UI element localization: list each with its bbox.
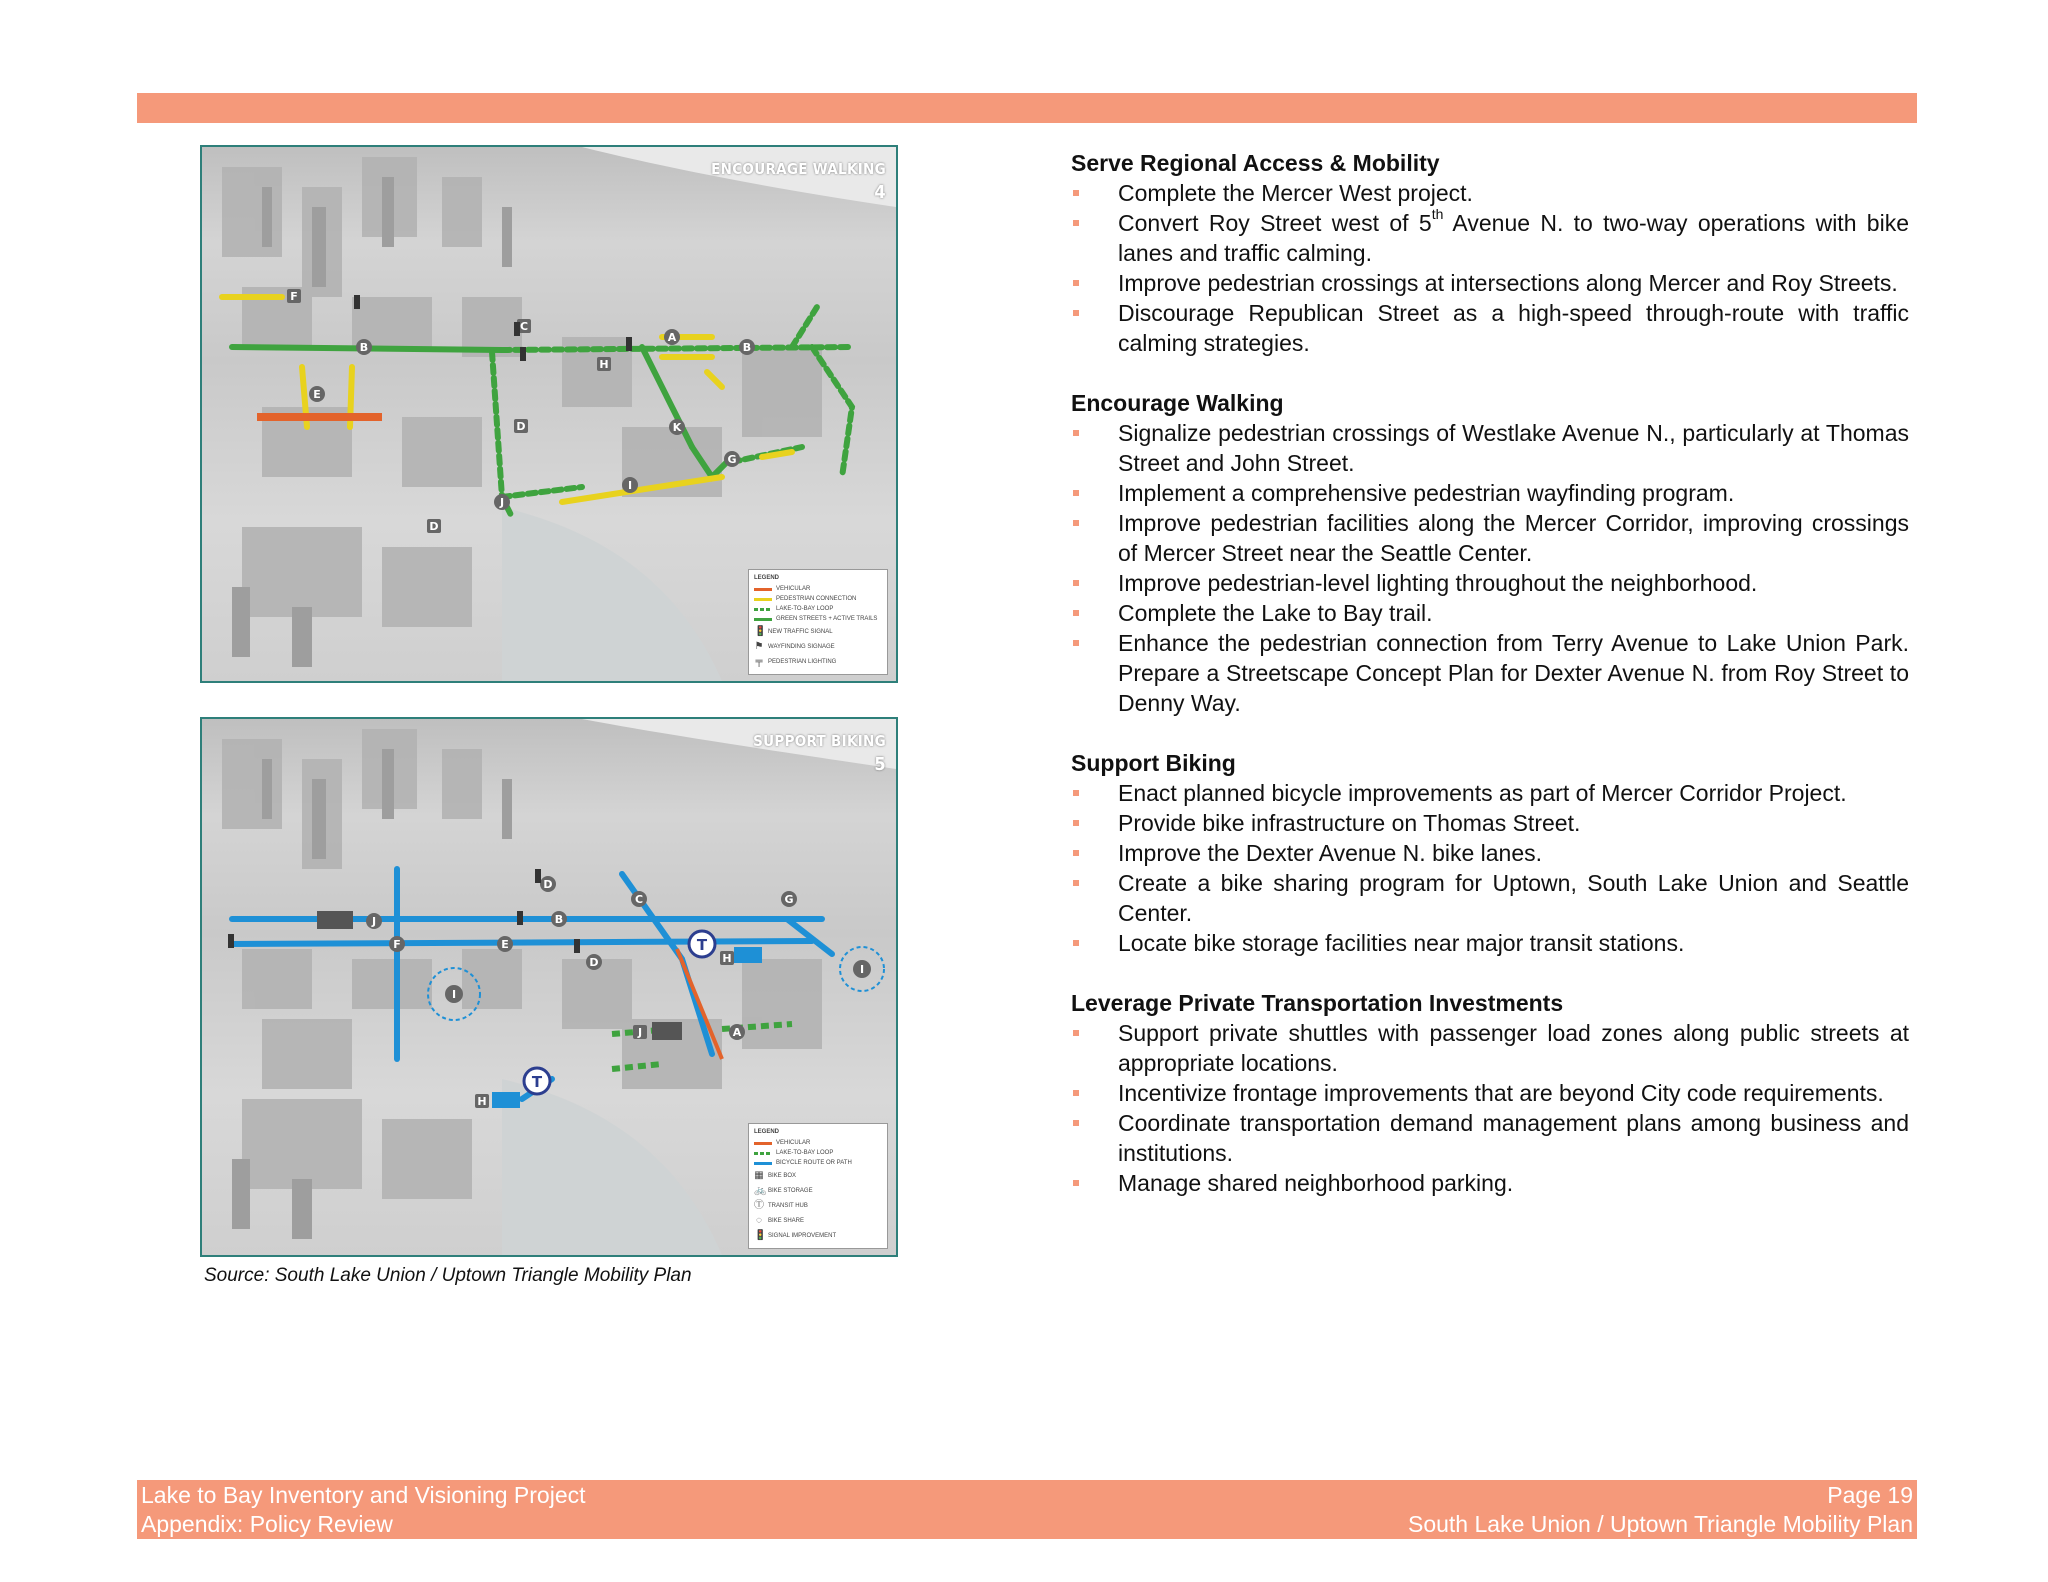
footer-project-title: Lake to Bay Inventory and Visioning Project bbox=[141, 1482, 586, 1508]
list-item: Coordinate transportation demand management plans among business and institutions. bbox=[1071, 1108, 1909, 1168]
bullet-icon bbox=[1073, 1090, 1079, 1096]
svg-text:I: I bbox=[627, 479, 633, 492]
traffic-signal-icon: 🚦 bbox=[754, 1230, 767, 1241]
svg-text:I: I bbox=[451, 988, 457, 1001]
bullet-icon bbox=[1073, 190, 1079, 196]
svg-text:J: J bbox=[637, 1026, 643, 1039]
svg-text:T: T bbox=[531, 1073, 543, 1091]
list-item: Manage shared neighborhood parking. bbox=[1071, 1168, 1909, 1198]
svg-text:B: B bbox=[554, 913, 564, 926]
bullet-icon bbox=[1073, 1180, 1079, 1186]
section-support-biking bbox=[1071, 748, 1909, 958]
page-footer bbox=[137, 1480, 1917, 1539]
bullet-icon bbox=[1073, 1030, 1079, 1036]
list-item: Create a bike sharing program for Uptown, South Lake Union and Seattle Center. bbox=[1071, 868, 1909, 928]
list-item: Provide bike infrastructure on Thomas Street. bbox=[1071, 808, 1909, 838]
list-item: Support private shuttles with passenger load zones along public streets at appropriate locations. bbox=[1071, 1018, 1909, 1078]
section-encourage-walking bbox=[1071, 388, 1909, 718]
svg-text:C: C bbox=[634, 893, 644, 906]
encourage-walking-map bbox=[200, 145, 898, 683]
svg-text:D: D bbox=[429, 520, 439, 533]
bullet-icon bbox=[1073, 1120, 1079, 1126]
bullet-icon bbox=[1073, 430, 1079, 436]
list-item: Improve pedestrian crossings at intersections along Mercer and Roy Streets. bbox=[1071, 268, 1909, 298]
list-item: Implement a comprehensive pedestrian wayfinding program. bbox=[1071, 478, 1909, 508]
svg-text:G: G bbox=[727, 453, 737, 466]
svg-text:I: I bbox=[859, 963, 865, 976]
walking-map-legend: LEGEND VEHICULAR PEDESTRIAN CONNECTION LAKE-TO-BAY LOOP GREEN STREETS + ACTIVE TRAILS 🚦 NEW TRAFFIC SIGNAL ⚑ WAYFINDING SIGNAGE ╤ PEDESTRIAN LIGHTING bbox=[748, 569, 888, 675]
transit-hub-icon: Ⓣ bbox=[754, 1200, 764, 1211]
biking-map-legend: LEGEND VEHICULAR LAKE-TO-BAY LOOP BICYCLE ROUTE OR PATH ▦ BIKE BOX 🚲 BIKE STORAGE Ⓣ TRANSIT HUB ◌ BIKE SHARE 🚦 SIGNAL IMPROVEMENT bbox=[748, 1123, 888, 1249]
svg-text:F: F bbox=[393, 938, 401, 951]
list-item: Convert Roy Street west of 5th Avenue N. to two-way operations with bike lanes and traffic calming. bbox=[1071, 208, 1909, 268]
section-private-investments bbox=[1071, 988, 1909, 1198]
list-item: Enact planned bicycle improvements as part of Mercer Corridor Project. bbox=[1071, 778, 1909, 808]
footer-plan-title: South Lake Union / Uptown Triangle Mobility Plan bbox=[1407, 1511, 1913, 1537]
list-item: Enhance the pedestrian connection from Terry Avenue to Lake Union Park. Prepare a Streetscape Concept Plan for Dexter Avenue N. from Roy Street to Denny Way. bbox=[1071, 628, 1909, 718]
section-heading: Serve Regional Access & Mobility bbox=[1071, 150, 1440, 176]
biking-map-title: SUPPORT BIKING 5 bbox=[753, 732, 886, 775]
svg-text:J: J bbox=[499, 496, 505, 509]
footer-appendix-title: Appendix: Policy Review bbox=[141, 1511, 393, 1537]
policy-list-column bbox=[1071, 148, 1909, 1228]
lamp-icon: ╤ bbox=[755, 656, 763, 667]
list-item: Complete the Lake to Bay trail. bbox=[1071, 598, 1909, 628]
svg-text:H: H bbox=[599, 358, 609, 371]
svg-text:T: T bbox=[696, 936, 708, 954]
bullet-icon bbox=[1073, 820, 1079, 826]
svg-text:A: A bbox=[667, 331, 677, 344]
section-heading: Leverage Private Transportation Investments bbox=[1071, 990, 1564, 1016]
section-heading: Encourage Walking bbox=[1071, 390, 1284, 416]
svg-text:C: C bbox=[519, 320, 529, 333]
bullet-icon bbox=[1073, 610, 1079, 616]
bullet-icon bbox=[1073, 640, 1079, 646]
svg-text:H: H bbox=[722, 952, 732, 965]
svg-text:D: D bbox=[516, 420, 526, 433]
list-item: Improve pedestrian-level lighting throughout the neighborhood. bbox=[1071, 568, 1909, 598]
section-regional-access bbox=[1071, 148, 1909, 358]
svg-text:J: J bbox=[371, 915, 377, 928]
list-item: Locate bike storage facilities near major transit stations. bbox=[1071, 928, 1909, 958]
support-biking-map bbox=[200, 717, 898, 1257]
svg-text:K: K bbox=[672, 421, 682, 434]
svg-text:E: E bbox=[313, 388, 321, 401]
traffic-signal-icon: 🚦 bbox=[754, 626, 767, 637]
list-item: Signalize pedestrian crossings of Westlake Avenue N., particularly at Thomas Street and John Street. bbox=[1071, 418, 1909, 478]
bullet-icon bbox=[1073, 280, 1079, 286]
svg-text:A: A bbox=[732, 1026, 742, 1039]
bullet-icon bbox=[1073, 940, 1079, 946]
bullet-icon bbox=[1073, 880, 1079, 886]
svg-text:F: F bbox=[290, 290, 298, 303]
bullet-icon bbox=[1073, 490, 1079, 496]
bullet-icon bbox=[1073, 580, 1079, 586]
svg-text:D: D bbox=[543, 878, 553, 891]
bullet-icon bbox=[1073, 220, 1079, 226]
bullet-icon bbox=[1073, 790, 1079, 796]
svg-text:D: D bbox=[589, 956, 599, 969]
list-item: Discourage Republican Street as a high-speed through-route with traffic calming strategies. bbox=[1071, 298, 1909, 358]
svg-text:G: G bbox=[784, 893, 794, 906]
figure-caption: Source: South Lake Union / Uptown Triangle Mobility Plan bbox=[204, 1265, 692, 1286]
header-accent-bar bbox=[137, 93, 1917, 123]
bullet-icon bbox=[1073, 850, 1079, 856]
page-number: Page 19 bbox=[1827, 1482, 1913, 1508]
svg-text:H: H bbox=[477, 1095, 487, 1108]
svg-text:E: E bbox=[501, 938, 509, 951]
signage-icon: ⚑ bbox=[754, 641, 764, 652]
bike-share-icon: ◌ bbox=[756, 1215, 762, 1226]
walking-map-title: ENCOURAGE WALKING 4 bbox=[711, 160, 886, 203]
bullet-icon bbox=[1073, 310, 1079, 316]
list-item: Improve pedestrian facilities along the Mercer Corridor, improving crossings of Mercer Street near the Seattle Center. bbox=[1071, 508, 1909, 568]
section-heading: Support Biking bbox=[1071, 750, 1236, 776]
svg-text:B: B bbox=[359, 341, 369, 354]
list-item: Improve the Dexter Avenue N. bike lanes. bbox=[1071, 838, 1909, 868]
bike-storage-icon: 🚲 bbox=[754, 1185, 767, 1196]
bullet-icon bbox=[1073, 520, 1079, 526]
svg-text:B: B bbox=[742, 341, 752, 354]
list-item: Incentivize frontage improvements that are beyond City code requirements. bbox=[1071, 1078, 1909, 1108]
bike-box-icon: ▦ bbox=[754, 1170, 764, 1181]
list-item: Complete the Mercer West project. bbox=[1071, 178, 1909, 208]
